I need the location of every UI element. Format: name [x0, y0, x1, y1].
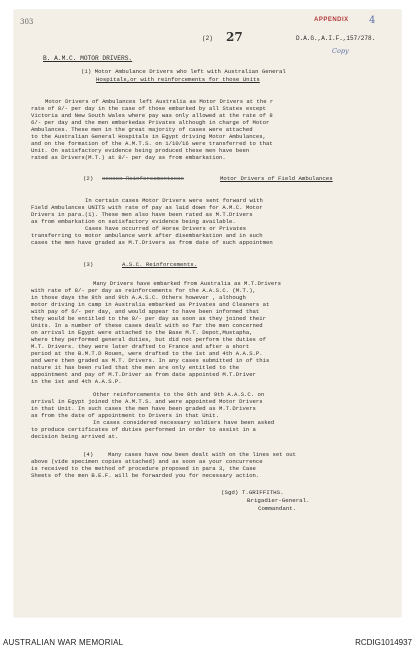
s3-line: as from the date of appointment to Drivers in that Unit.: [31, 412, 219, 419]
s3-line: with rate of 8/- per day as reinforcements for the A.A.S.C. (M.T.),: [31, 287, 256, 294]
s4-line: above (vide specimen copies attached) and as soon as your concurrence: [31, 458, 263, 465]
s3-line: Other reinforcements to the 8th and 9th A.A.S.C. on: [93, 391, 265, 398]
signature-rank: Brigadier-General.: [247, 497, 310, 504]
s1-line: 6/- per day and the men embarkedas Privates although in charge of Motor: [31, 119, 270, 126]
s4-number: (4): [83, 451, 94, 458]
s1-line: Victoria and New South Wales where pay was only allowed at the rate of 8: [31, 112, 273, 119]
s3-line: motor driving in camp in Australia embarked as Privates and Cleaners at: [31, 301, 270, 308]
s2-line: In certain cases Motor Drivers were sent forward with: [85, 197, 263, 204]
handwritten-number: 27: [226, 30, 243, 44]
s4-line: Sheets of the men B.E.F. will be forwarded you for necessary action.: [31, 472, 260, 479]
signature-name: (Sgd) T.GRIFFITHS.: [221, 489, 284, 496]
corner-note: 303: [20, 18, 34, 26]
s3-line: and were then graded as M.T. Drivers. In any cases submitted in of this: [31, 357, 270, 364]
s2-number: (2): [83, 175, 94, 182]
s2-line: Drivers in para.(1). These men also have been rated as M.T.Drivers: [31, 211, 253, 218]
s3-line: Many Drivers have embarked from Australia as M.T.Drivers: [93, 280, 281, 287]
s2-line: as from embarkation on satisfactory evidence being available.: [31, 218, 236, 225]
s3-line: with pay of 6/- per day, and would appear to have been informed that: [31, 308, 260, 315]
s3-heading: A.S.C. Reinforcements.: [122, 261, 198, 268]
s2-struck-text: xxxxxx Reinforcementsxxx: [102, 175, 184, 182]
s2-line: Field Ambulances UNITS with rate of pay as laid down for A.M.C. Motor: [31, 204, 263, 211]
s3-line: in the 1st and 4th A.A.S.P.: [31, 378, 122, 385]
appendix-stamp: APPENDIX: [314, 17, 349, 23]
s3-line: period at the B.M.T.D Rouen, were drafted to the 1st and 4th A.A.S.P.: [31, 350, 263, 357]
s3-line: in those days the 8th and 9th A.A.S.C. Others however , although: [31, 294, 246, 301]
pencil-note: Copy: [332, 47, 349, 55]
s1-line: to the Australian General Hospitals in Egypt driving Motor Ambulances,: [31, 133, 266, 140]
s1-line: rate of 8/- per day in the case of those embarked by all States except: [31, 105, 266, 112]
s1-line: Unit. On satisfactory evidence being produced these men have been: [31, 147, 250, 154]
s3-line: they would be entitled to the 8/- per day as soon as they joined their: [31, 315, 266, 322]
s1-heading-line-2: Hospitals,or with reinforcements for those Units: [96, 76, 260, 83]
s4-line: Many cases have now been dealt with on the lines set out: [108, 451, 296, 458]
s1-line: and on the formation of the A.M.T.S. on 1/10/16 were transferred to that: [31, 140, 273, 147]
archive-name: AUSTRALIAN WAR MEMORIAL: [3, 638, 124, 647]
s2-heading: Motor Drivers of Field Ambulances: [220, 175, 333, 182]
s3-line: decision being arrived at.: [31, 433, 119, 440]
signature-title: Commandant.: [258, 505, 297, 512]
s3-line: nature it has been ruled that the men are only entitled to the: [31, 364, 240, 371]
s3-line: in that Unit. In such cases the men have been graded as M.T.Drivers: [31, 405, 256, 412]
page-number: (2): [202, 35, 213, 42]
s2-line: Cases have occurred of Horse Drivers or Privates: [85, 225, 247, 232]
s1-line: Ambulances. These men in the great majority of cases were attached: [31, 126, 253, 133]
s2-line: transferring to motor ambulance work after disembarkation and in such: [31, 232, 263, 239]
document-page: [14, 10, 401, 617]
s4-line: is received to the method of procedure proposed in para 3, the Case: [31, 465, 256, 472]
s3-line: appointment and pay of M.T.Driver as from date appointed M.T.Driver: [31, 371, 256, 378]
s3-line: to produce certificates of duties performed in order to assist in a: [31, 426, 256, 433]
s3-line: on arrival in Egypt were attached to the Base M.T. Depot,Mustapha,: [31, 329, 253, 336]
main-heading: B. A.M.C. MOTOR DRIVERS.: [43, 55, 133, 62]
s3-line: arrival in Egypt joined the A.M.T.S. and were appointed Motor Drivers: [31, 398, 263, 405]
s3-line: Units. In a number of these cases dealt with so far the men concerned: [31, 322, 263, 329]
s1-line: rated as Drivers(M.T.) at 8/- per day as from embarkation.: [31, 154, 226, 161]
stamp-number: 4: [369, 15, 376, 26]
s3-line: M.T. Drivers. they were later drafted to France and after a short: [31, 343, 250, 350]
s3-number: (3): [83, 261, 94, 268]
s1-heading-line-1: (1) Motor Ambulance Drivers who left with Australian General: [81, 68, 286, 75]
s1-line: Motor Drivers of Ambulances left Australia as Motor Drivers at the r: [45, 98, 274, 105]
s3-line: where they performed general duties, but did not perform the duties of: [31, 336, 266, 343]
reference-number: D.A.G.,A.I.F.,157/278.: [296, 35, 376, 42]
s3-line: In cases considered necessary soldiers have been asked: [93, 419, 275, 426]
archive-reference: RCDIG1014937: [355, 638, 412, 647]
s2-line: cases the men have graded as M.T.Drivers as from date of such appointmen: [31, 239, 273, 246]
